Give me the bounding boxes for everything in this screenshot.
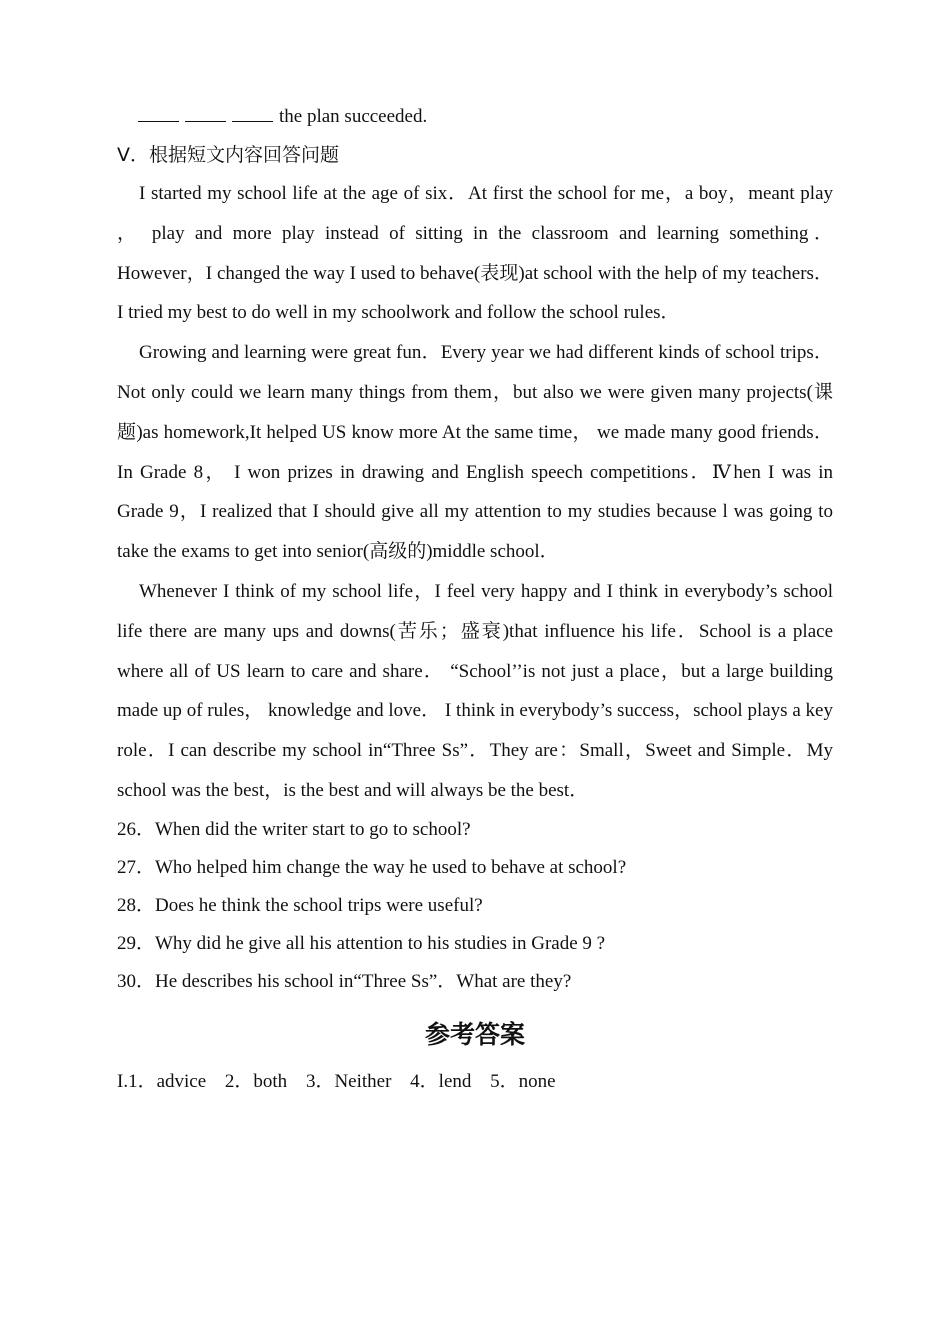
document-content — [117, 98, 833, 1101]
passage-paragraph-2: Growing and learning were great fun．Every year we had different kinds of school trips．Not only could we learn many things from them，but also we were given many projects(课题)as homework,It helped US know more At the same time， we made many good friends． In Grade 8， I won prizes in drawing and English speech competitions．Ⅳhen I was in Grade 9，I realized that I should give all my attention to my studies because l was going to take the exams to get into senior(高级的)middle school． — [117, 342, 833, 563]
answer-item: 5．none — [490, 1070, 556, 1092]
question-30: 30．He describes his school in“Three Ss”．What are they? — [117, 970, 572, 992]
answer-item: 3．Neither — [305, 1070, 392, 1092]
question-28: 28．Does he think the school trips were useful? — [117, 894, 483, 916]
question-26: 26．When did the writer start to go to school? — [117, 818, 471, 840]
fill-in-blank-line — [117, 98, 833, 136]
section-heading: V．根据短文内容回答问题 — [117, 144, 339, 166]
passage-paragraph-3: Whenever I think of my school life，I feel very happy and I think in everybody’s school life there are many ups and downs(苦乐；盛衰)that influence his life．School is a place where all of US learn to care and share． “School’’is not just a place，but a large building made up of rules， knowledge and love． I think in everybody’s success，school plays a key role．I can describe my school in“Three Ss”．They are：Small，Sweet and Simple．My school was the best，is the best and will always be the best． — [117, 580, 833, 801]
passage-paragraph-1: I started my school life at the age of six．At first the school for me，a boy，meant play ， play and more play instead of sitting in the classroom and learning something．However，I changed the way I used to behave(表现)at school with the help of my teachers． I tried my best to do well in my schoolwork and follow the school rules． — [117, 183, 833, 324]
answers-title: 参考答案 — [424, 1019, 525, 1049]
answer-item: 2．both — [224, 1070, 288, 1092]
question-list — [117, 811, 833, 1001]
answer-item: 4．lend — [410, 1070, 472, 1092]
answer-blank — [138, 105, 179, 122]
answer-item: I.1．advice — [117, 1070, 207, 1092]
question-27: 27．Who helped him change the way he used to behave at school? — [117, 856, 627, 878]
answers-row — [117, 1063, 833, 1101]
blank-line-text: the plan succeeded. — [279, 106, 428, 127]
answer-blank — [185, 105, 226, 122]
answer-blank — [232, 105, 273, 122]
question-29: 29．Why did he give all his attention to his studies in Grade 9 ? — [117, 932, 606, 954]
